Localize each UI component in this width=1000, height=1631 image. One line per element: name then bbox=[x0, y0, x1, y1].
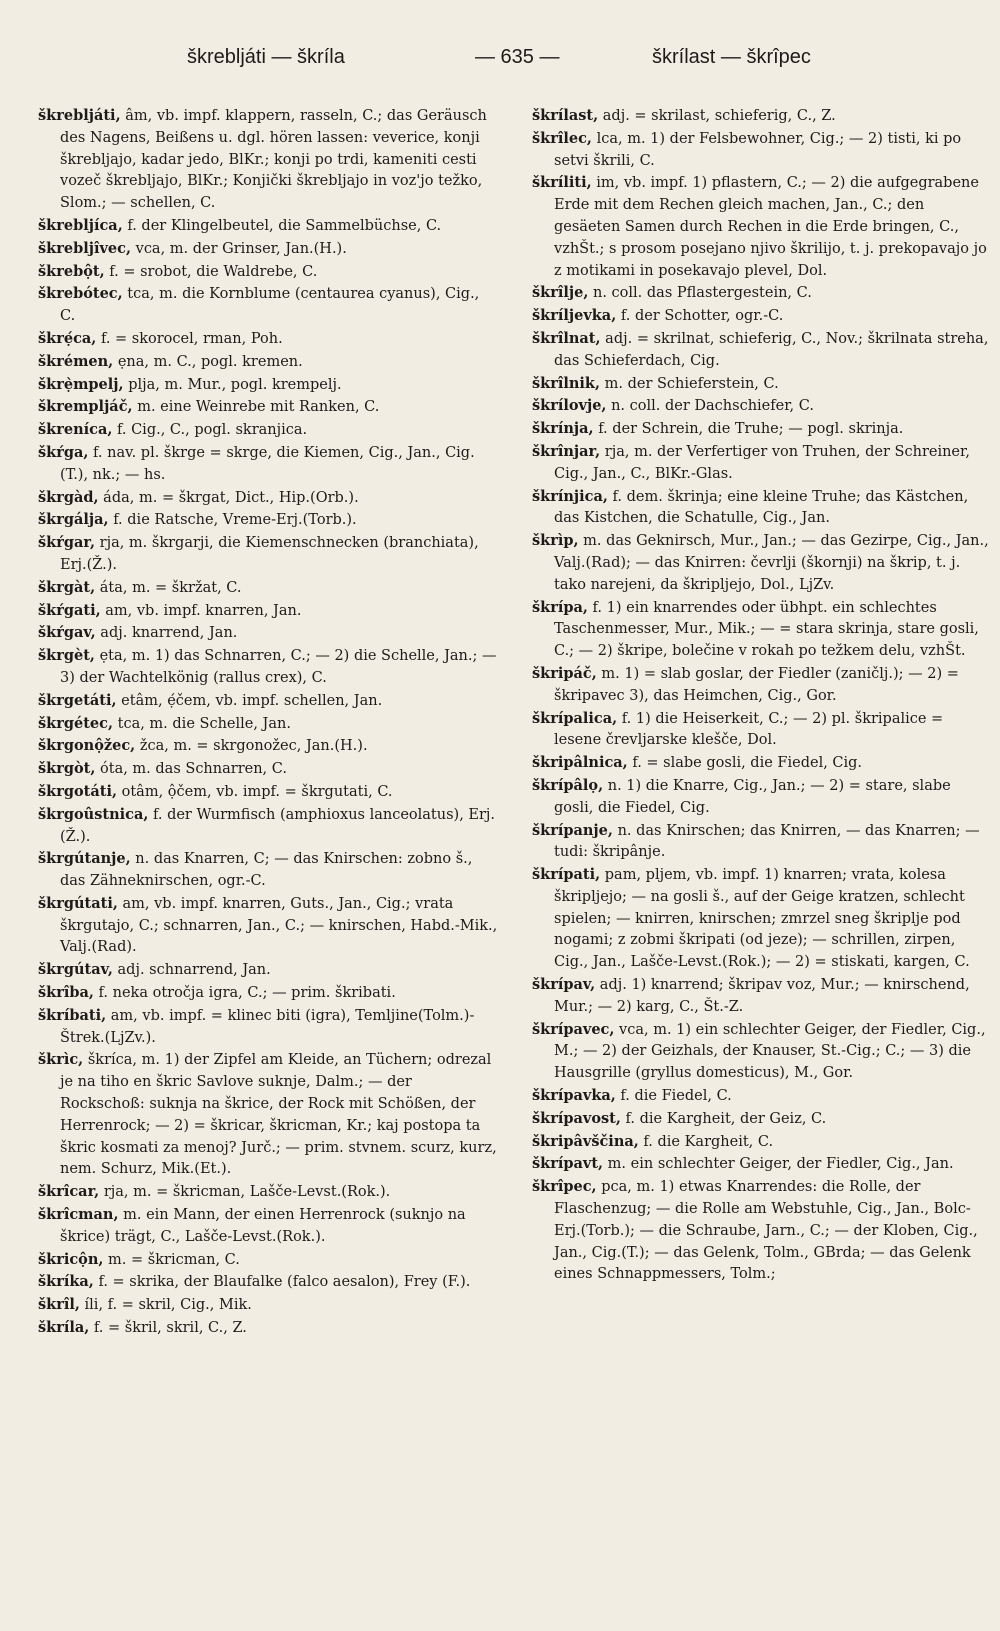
dictionary-entry bbox=[38, 1249, 498, 1272]
entry-definition: áda, m. = škrgat, Dict., Hip.(Orb.). bbox=[98, 489, 359, 506]
entry-headword: škríliti, bbox=[532, 174, 592, 192]
dictionary-entry bbox=[532, 663, 992, 708]
entry-definition: f. 1) ein knarrendes oder übhpt. ein schlechtes Taschenmesser, Mur., Mik.; — = stara skrinja, stare gosli, C.; — 2) škripe, bolečine v rokah po težkem delu, vzhŠt. bbox=[554, 599, 979, 660]
entry-definition: im, vb. impf. 1) pflastern, C.; — 2) die aufgegrabene Erde mit dem Rechen gleich machen, Jan., C.; den gesäeten Samen durch Rechen in die Erde bringen, C., vzhŠt.; s prosom posejano njivo škrilijo, t. j. prekopavajo jo z motikami in posekavajo plevel, Dol. bbox=[554, 175, 987, 279]
dictionary-entry bbox=[38, 487, 498, 510]
entry-headword: škrgonộžec, bbox=[38, 737, 136, 755]
entry-definition: žca, m. = skrgonožec, Jan.(H.). bbox=[135, 738, 368, 755]
entry-headword: škricộn, bbox=[38, 1250, 104, 1268]
entry-headword: škrebótec, bbox=[38, 285, 123, 303]
entry-headword: škrípav, bbox=[532, 976, 596, 994]
entry-headword: škrgútav, bbox=[38, 961, 113, 979]
dictionary-entry bbox=[38, 1005, 498, 1050]
entry-definition: f. Cig., C., pogl. skranjica. bbox=[112, 422, 308, 439]
entry-definition: m. ein schlechter Geiger, der Fiedler, Cig., Jan. bbox=[603, 1156, 954, 1173]
entry-headword: škrîl, bbox=[38, 1296, 80, 1314]
dictionary-entry bbox=[38, 959, 498, 982]
dictionary-entry bbox=[38, 105, 498, 215]
entry-definition: am, vb. impf. knarren, Jan. bbox=[100, 602, 302, 619]
dictionary-entry bbox=[38, 396, 498, 419]
entry-headword: škrẹ́ca, bbox=[38, 329, 97, 347]
entry-headword: škrípâlọ, bbox=[532, 776, 604, 794]
dictionary-entry bbox=[38, 893, 498, 959]
entry-headword: škrípavec, bbox=[532, 1020, 615, 1038]
entry-definition: f. der Wurmfisch (amphioxus lanceolatus), Erj.(Ž.). bbox=[60, 806, 496, 845]
dictionary-entry bbox=[38, 1181, 498, 1204]
dictionary-entry bbox=[38, 758, 498, 781]
entry-definition: am, vb. impf. knarren, Guts., Jan., Cig.; vrata škrgutajo, C.; schnarren, Jan., C.; — knirschen, Habd.-Mik., Valj.(Rad). bbox=[60, 895, 498, 956]
dictionary-entry bbox=[38, 283, 498, 328]
entry-headword: škrgálja, bbox=[38, 511, 109, 529]
dictionary-entry bbox=[38, 1271, 498, 1294]
entry-headword: škrínja, bbox=[532, 420, 594, 438]
entry-headword: škrípavost, bbox=[532, 1109, 621, 1127]
entry-headword: škrínjica, bbox=[532, 487, 608, 505]
entry-headword: škrebljáti, bbox=[38, 107, 121, 124]
entry-headword: škrémen, bbox=[38, 352, 114, 370]
entry-headword: škrgútati, bbox=[38, 894, 118, 912]
dictionary-entry bbox=[532, 105, 992, 128]
entry-headword: škrìp, bbox=[532, 532, 579, 550]
entry-headword: škrípavka, bbox=[532, 1087, 616, 1105]
dictionary-entry bbox=[532, 1019, 992, 1085]
entry-headword: škrípati, bbox=[532, 866, 601, 884]
entry-headword: škrebljíca, bbox=[38, 216, 123, 234]
entry-headword: škrgòt, bbox=[38, 760, 96, 778]
entry-headword: škrînjar, bbox=[532, 442, 601, 460]
entry-headword: škreníca, bbox=[38, 421, 113, 439]
dictionary-entry bbox=[38, 328, 498, 351]
entry-definition: f. = slabe gosli, die Fiedel, Cig. bbox=[627, 755, 863, 772]
entry-definition: f. der Schrein, die Truhe; — pogl. skrinja. bbox=[593, 421, 904, 438]
entry-definition: vca, m. 1) ein schlechter Geiger, der Fiedler, Cig., M.; — 2) der Geizhals, der Knauser, St.-Cig.; C.; — 3) die Hausgrille (gryllus domesticus), M., Gor. bbox=[554, 1021, 986, 1082]
entry-headword: škrîcar, bbox=[38, 1183, 100, 1201]
dictionary-entry bbox=[532, 1176, 992, 1286]
dictionary-entry bbox=[38, 1204, 498, 1249]
dictionary-entry bbox=[38, 982, 498, 1005]
entry-headword: škríljevka, bbox=[532, 307, 617, 325]
dictionary-entry bbox=[532, 864, 992, 974]
entry-definition: n. coll. das Pflastergestein, C. bbox=[588, 285, 812, 302]
entry-definition: pam, pljem, vb. impf. 1) knarren; vrata, kolesa škripljejo; — na gosli š., auf der Geige kratzen, schlecht spielen; — knirren, knirschen; zmrzel sneg škriplje pod nogami; z zobmi škripati (od jeze); — schrillen, zirpen, Cig., Jan., Lašče-Levst.(Rok.); — 2) = stiskati, kargen, C. bbox=[554, 867, 970, 971]
dictionary-entry bbox=[532, 820, 992, 865]
entry-headword: škripâvščina, bbox=[532, 1132, 639, 1150]
dictionary-entry bbox=[38, 848, 498, 893]
entry-definition: f. der Schotter, ogr.-C. bbox=[616, 308, 784, 325]
dictionary-entry bbox=[532, 708, 992, 753]
dictionary-entry bbox=[38, 713, 498, 736]
entry-definition: rja, m. der Verfertiger von Truhen, der Schreiner, Cig., Jan., C., BlKr.-Glas. bbox=[554, 443, 970, 482]
entry-headword: škrîlec, bbox=[532, 129, 592, 147]
entry-definition: f. die Kargheit, der Geiz, C. bbox=[620, 1110, 827, 1127]
entry-headword: škripáč, bbox=[532, 664, 597, 682]
entry-headword: škrgèt, bbox=[38, 647, 95, 665]
entry-definition: lca, m. 1) der Felsbewohner, Cig.; — 2) tisti, ki po setvi škrili, C. bbox=[554, 130, 962, 169]
entry-definition: f. dem. škrinja; eine kleine Truhe; das Kästchen, das Kistchen, die Schatulle, Cig., Jan. bbox=[554, 488, 969, 527]
entry-definition: m. der Schieferstein, C. bbox=[600, 375, 779, 392]
dictionary-entry bbox=[38, 804, 498, 849]
dictionary-entry bbox=[532, 395, 992, 418]
entry-headword: škrgétec, bbox=[38, 714, 114, 732]
entry-definition: n. das Knirschen; das Knirren, — das Knarren; — tudi: škripânje. bbox=[554, 822, 980, 861]
entry-definition: m. = škricman, C. bbox=[103, 1251, 240, 1268]
entry-definition: rja, m. škrgarji, die Kiemenschnecken (branchiata), Erj.(Ž.). bbox=[60, 535, 479, 573]
entry-headword: škrebljîvec, bbox=[38, 239, 132, 257]
entry-definition: vca, m. der Grinser, Jan.(H.). bbox=[131, 240, 347, 257]
entry-headword: škrîpec, bbox=[532, 1178, 597, 1196]
dictionary-entry bbox=[532, 328, 992, 373]
entry-headword: škrgetáti, bbox=[38, 691, 117, 709]
entry-headword: škríla, bbox=[38, 1319, 90, 1337]
dictionary-entry bbox=[38, 1317, 498, 1340]
entry-definition: f. nav. pl. škrge = skrge, die Kiemen, Cig., Jan., Cig.(T.), nk.; — hs. bbox=[60, 444, 475, 483]
dictionary-entry bbox=[532, 1131, 992, 1154]
entry-headword: škrípavt, bbox=[532, 1155, 604, 1173]
dictionary-entry bbox=[532, 172, 992, 282]
dictionary-entry bbox=[38, 419, 498, 442]
dictionary-entry bbox=[38, 351, 498, 374]
entry-definition: plja, m. Mur., pogl. krempelj. bbox=[123, 376, 342, 393]
dictionary-entry bbox=[532, 1085, 992, 1108]
dictionary-entry bbox=[532, 373, 992, 396]
entry-definition: rja, m. = škricman, Lašče-Levst.(Rok.). bbox=[99, 1184, 391, 1201]
entry-headword: škrîlnik, bbox=[532, 374, 601, 392]
entry-headword: škrípa, bbox=[532, 598, 588, 616]
entry-headword: škríka, bbox=[38, 1273, 94, 1291]
entry-definition: m. eine Weinrebe mit Ranken, C. bbox=[132, 399, 380, 416]
entry-definition: n. 1) die Knarre, Cig., Jan.; — 2) = stare, slabe gosli, die Fiedel, Cig. bbox=[554, 777, 951, 816]
entry-definition: adj. knarrend, Jan. bbox=[95, 625, 238, 642]
entry-headword: škrìc, bbox=[38, 1051, 84, 1069]
entry-definition: âm, vb. impf. klappern, rasseln, C.; das Geräusch des Nagens, Beißens u. dgl. hören lassen: veverice, konji škrebljajo, kadar jedo, BlKr.; konji po trdi, kameniti cesti vozeč škrebljajo, BlKr.; Konjički škrebljajo in voz'jo težko, Slom.; — schellen, C. bbox=[60, 108, 487, 212]
entry-headword: škríbati, bbox=[38, 1006, 107, 1024]
dictionary-entry bbox=[532, 752, 992, 775]
dictionary-entry bbox=[532, 128, 992, 173]
dictionary-entry bbox=[38, 215, 498, 238]
dictionary-entry bbox=[38, 261, 498, 284]
entry-definition: pca, m. 1) etwas Knarrendes: die Rolle, der Flaschenzug; — die Rolle am Webstuhle, Cig., Jan., Bolc-Erj.(Torb.); — die Schraube, Jarn., C.; — der Kloben, Cig., Jan., Cig.(T.); — das Gelenk, Tolm., GBrda; — das Gelenk eines Schnappmessers, Tolm.; bbox=[554, 1179, 978, 1283]
entry-definition: f. = srobot, die Waldrebe, C. bbox=[104, 263, 318, 280]
dictionary-entry bbox=[38, 374, 498, 397]
entry-definition: f. = skorocel, rman, Poh. bbox=[96, 330, 283, 347]
dictionary-entry bbox=[38, 509, 498, 532]
entry-definition: m. 1) = slab goslar, der Fiedler (zaničlj.); — 2) = škripavec 3), das Heimchen, Cig., Gor. bbox=[554, 665, 959, 704]
entry-definition: f. die Ratsche, Vreme-Erj.(Torb.). bbox=[108, 512, 357, 529]
entry-definition: f. 1) die Heiserkeit, C.; — 2) pl. škripalice = lesene črevljarske klešče, Dol. bbox=[554, 710, 944, 749]
dictionary-entry bbox=[532, 418, 992, 441]
entry-definition: n. das Knarren, C; — das Knirschen: zobno š., das Zähneknirschen, ogr.-C. bbox=[60, 851, 473, 890]
entry-definition: f. die Kargheit, C. bbox=[638, 1133, 774, 1150]
entry-definition: f. der Klingelbeutel, die Sammelbüchse, C. bbox=[122, 217, 442, 234]
entry-definition: škríca, m. 1) der Zipfel am Kleide, an Tüchern; odrezal je na tiho en škric Savlove suknje, Dalm.; — der Rockschoß: suknja na škrice, der Rock mit Schößen, der Herrenrock; — 2) = škricar, škricman, Kr.; kaj postopa ta škric kosmati za menoj? Jurč.; — prim. stvnem. scurz, kurz, nem. Schurz, Mik.(Et.). bbox=[60, 1052, 497, 1178]
dictionary-entry bbox=[38, 622, 498, 645]
dictionary-entry bbox=[532, 486, 992, 531]
dictionary-entry bbox=[38, 600, 498, 623]
entry-definition: ẹta, m. 1) das Schnarren, C.; — 2) die Schelle, Jan.; — 3) der Wachtelkönig (rallus crex), C. bbox=[60, 648, 497, 686]
dictionary-entry bbox=[38, 781, 498, 804]
right-column bbox=[532, 105, 992, 1286]
dictionary-entry bbox=[532, 441, 992, 486]
entry-definition: óta, m. das Schnarren, C. bbox=[95, 761, 287, 778]
entry-definition: tca, m. die Schelle, Jan. bbox=[113, 715, 291, 732]
entry-definition: adj. = skrilast, schieferig, C., Z. bbox=[598, 108, 836, 124]
entry-headword: škrẹ̀mpelj, bbox=[38, 375, 124, 393]
entry-headword: škrîlnat, bbox=[532, 329, 601, 347]
entry-headword: škŕgav, bbox=[38, 624, 96, 642]
page-number: — 635 — bbox=[475, 46, 560, 68]
dictionary-entry bbox=[38, 532, 498, 577]
entry-headword: škrípanje, bbox=[532, 821, 613, 839]
entry-definition: f. = skrika, der Blaufalke (falco aesalon), Frey (F.). bbox=[93, 1274, 471, 1291]
entry-headword: škrílast, bbox=[532, 107, 599, 124]
dictionary-entry bbox=[38, 238, 498, 261]
entry-definition: otâm, ộčem, vb. impf. = škrgutati, C. bbox=[117, 783, 393, 800]
entry-definition: adj. 1) knarrend; škripav voz, Mur.; — knirschend, Mur.; — 2) karg, C., Št.-Z. bbox=[554, 977, 970, 1015]
dictionary-entry bbox=[532, 1153, 992, 1176]
dictionary-entry bbox=[38, 735, 498, 758]
entry-definition: am, vb. impf. = klinec biti (igra), Temljine(Tolm.)-Štrek.(LjZv.). bbox=[60, 1007, 475, 1046]
entry-definition: adj. schnarrend, Jan. bbox=[112, 962, 271, 979]
entry-definition: f. neka otročja igra, C.; — prim. škribati. bbox=[93, 985, 396, 1002]
dictionary-entry bbox=[38, 577, 498, 600]
dictionary-entry bbox=[38, 690, 498, 713]
entry-definition: m. das Geknirsch, Mur., Jan.; — das Gezirpe, Cig., Jan., Valj.(Rad); — das Knirren: čevrlji (škornji) na škrip, t. j. tako narejeni, da škripljejo, Dol., LjZv. bbox=[554, 533, 989, 593]
entry-headword: škrgoûstnica, bbox=[38, 805, 149, 823]
dictionary-entry bbox=[38, 1049, 498, 1181]
entry-definition: m. ein Mann, der einen Herrenrock (suknjo na škrice) trägt, C., Lašče-Levst.(Rok.). bbox=[60, 1207, 466, 1245]
dictionary-entry bbox=[38, 442, 498, 487]
left-column bbox=[38, 105, 498, 1340]
dictionary-entry bbox=[38, 645, 498, 690]
entry-headword: škripâlnica, bbox=[532, 754, 628, 772]
dictionary-entry bbox=[532, 597, 992, 663]
entry-headword: škrgàd, bbox=[38, 488, 99, 506]
entry-headword: škrgotáti, bbox=[38, 782, 118, 800]
entry-definition: ẹna, m. C., pogl. kremen. bbox=[113, 353, 303, 370]
entry-headword: škrîcman, bbox=[38, 1206, 119, 1224]
entry-definition: adj. = skrilnat, schieferig, C., Nov.; škrilnata streha, das Schieferdach, Cig. bbox=[554, 330, 989, 369]
dictionary-entry bbox=[532, 282, 992, 305]
entry-definition: f. = škril, skril, C., Z. bbox=[89, 1320, 247, 1337]
entry-definition: n. coll. der Dachschiefer, C. bbox=[606, 398, 814, 415]
header-left-range: škrebljáti — škríla bbox=[187, 46, 345, 68]
dictionary-entry bbox=[38, 1294, 498, 1317]
entry-definition: áta, m. = škržat, C. bbox=[95, 579, 242, 596]
header-right-range: škrílast — škrîpec bbox=[652, 46, 811, 68]
entry-definition: íli, f. = skril, Cig., Mik. bbox=[79, 1297, 252, 1314]
dictionary-entry bbox=[532, 1108, 992, 1131]
entry-headword: škrílovje, bbox=[532, 397, 607, 415]
entry-headword: škrípalica, bbox=[532, 709, 618, 727]
entry-headword: škrebột, bbox=[38, 262, 105, 280]
page-header bbox=[0, 40, 1000, 76]
entry-definition: tca, m. die Kornblume (centaurea cyanus), Cig., C. bbox=[60, 286, 480, 325]
entry-headword: škŕgati, bbox=[38, 601, 101, 619]
entry-headword: škŕga, bbox=[38, 443, 89, 461]
entry-headword: škrîba, bbox=[38, 984, 94, 1002]
entry-headword: škŕgar, bbox=[38, 534, 96, 552]
entry-headword: škrgàt, bbox=[38, 578, 96, 596]
entry-definition: f. die Fiedel, C. bbox=[615, 1088, 732, 1105]
entry-headword: škrgútanje, bbox=[38, 850, 131, 868]
entry-headword: škrempljáč, bbox=[38, 398, 133, 416]
entry-headword: škrîlje, bbox=[532, 284, 589, 302]
dictionary-entry bbox=[532, 974, 992, 1019]
dictionary-entry bbox=[532, 530, 992, 596]
dictionary-entry bbox=[532, 305, 992, 328]
entry-definition: etâm, ẹ́čem, vb. impf. schellen, Jan. bbox=[116, 692, 383, 709]
dictionary-entry bbox=[532, 775, 992, 820]
